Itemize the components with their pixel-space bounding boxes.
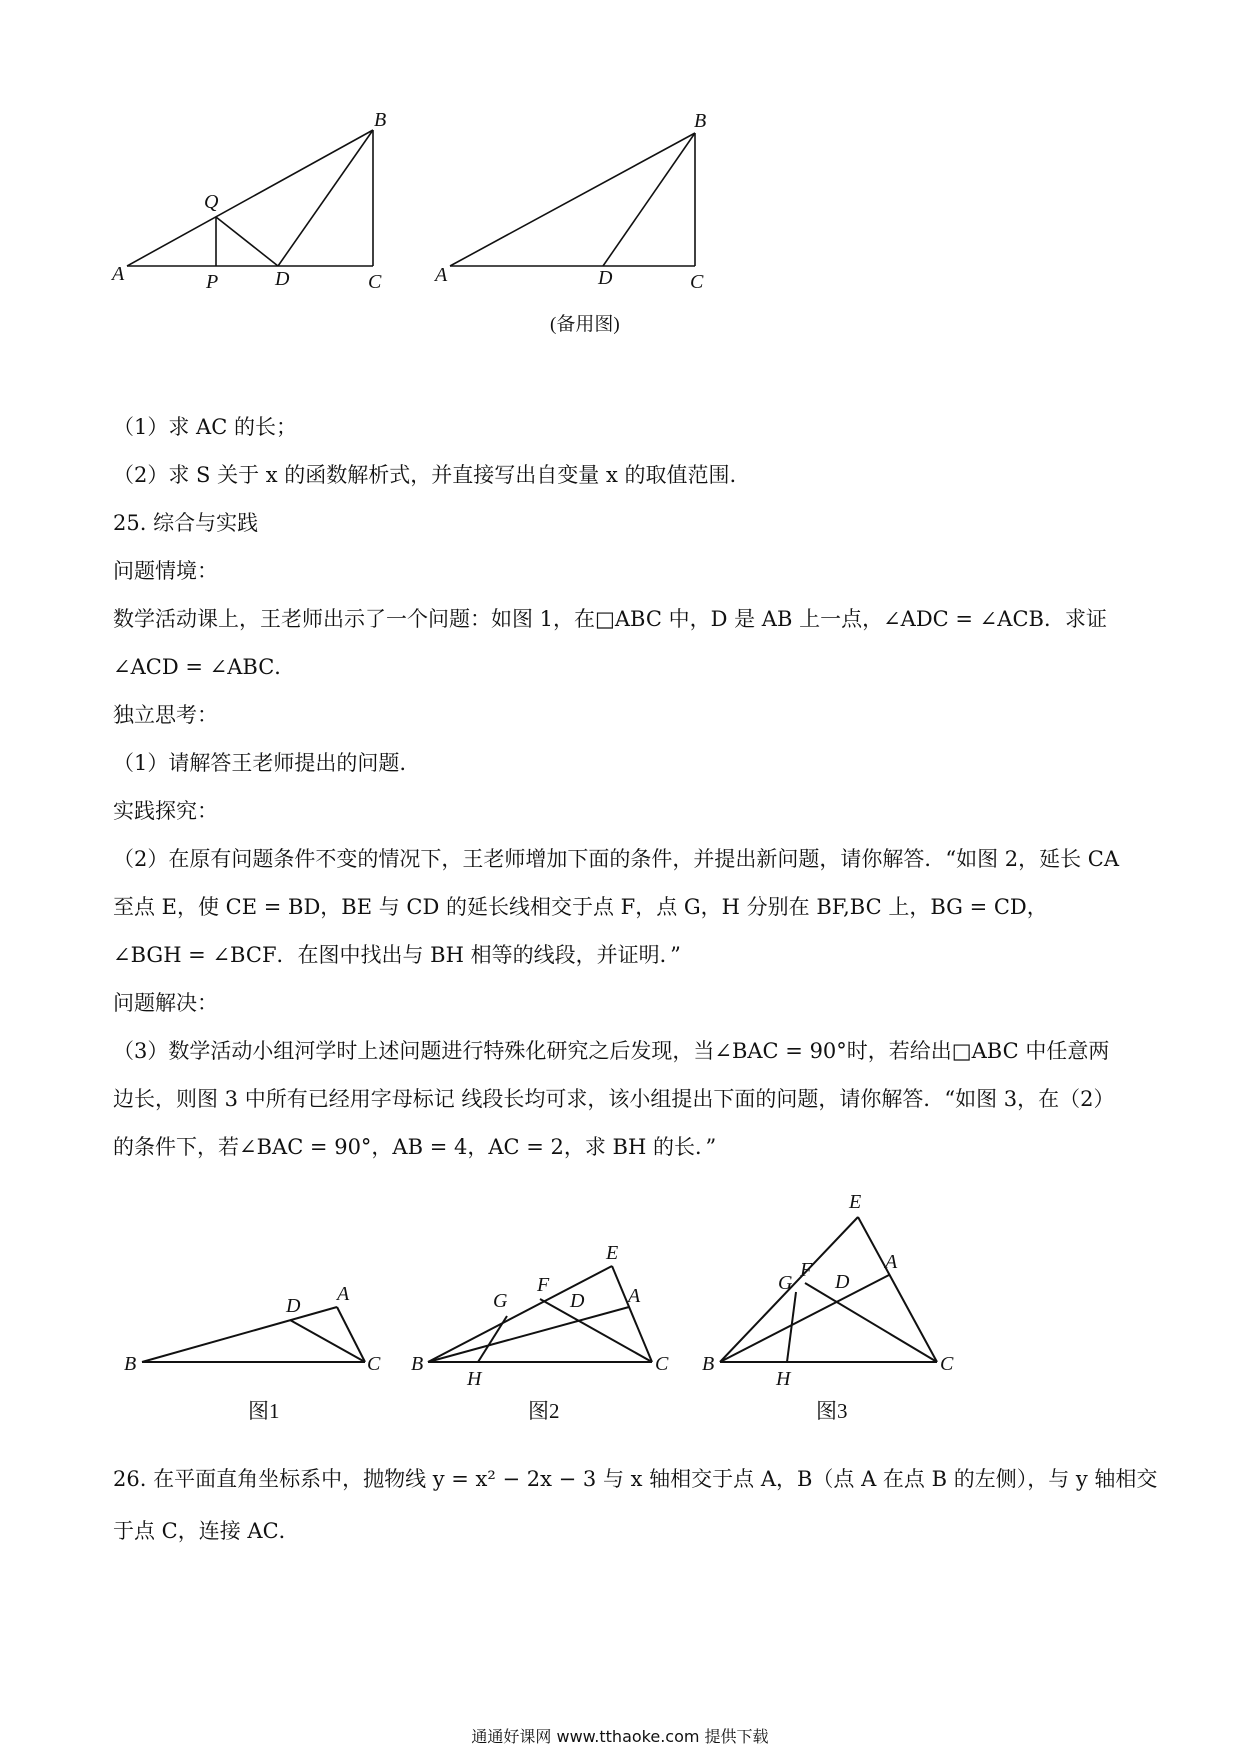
segment-gh bbox=[478, 1316, 507, 1362]
segment-ab bbox=[450, 133, 695, 266]
label-b: B bbox=[374, 109, 387, 131]
label-d: D bbox=[835, 1271, 850, 1293]
text-line: 25. 综合与实践 bbox=[113, 511, 259, 535]
segment-cf bbox=[805, 1283, 937, 1362]
segment-ba bbox=[428, 1307, 629, 1362]
segment-cf bbox=[540, 1299, 652, 1362]
label-f: F bbox=[800, 1259, 813, 1281]
figure-caption-backup: (备用图) bbox=[550, 314, 620, 335]
segment-be bbox=[428, 1266, 612, 1362]
figure-b bbox=[450, 133, 695, 266]
label-d: D bbox=[286, 1295, 301, 1317]
label-b: B bbox=[124, 1353, 137, 1375]
segment-qd bbox=[216, 217, 278, 266]
text-line: 至点 E，使 CE = BD，BE 与 CD 的延长线相交于点 F，点 G，H 分别在 BF,BC 上，BG = CD， bbox=[113, 895, 1048, 919]
label-a: A bbox=[885, 1251, 898, 1273]
problem-26-line: 于点 C，连接 AC． bbox=[113, 1519, 300, 1543]
text-line: 独立思考： bbox=[113, 703, 218, 727]
segment-ec bbox=[858, 1217, 937, 1362]
segment-bd bbox=[278, 130, 373, 266]
label-f: F bbox=[537, 1274, 550, 1296]
label-b: B bbox=[702, 1353, 715, 1375]
segment-bd bbox=[603, 133, 695, 266]
text-line: ∠BGH = ∠BCF．在图中找出与 BH 相等的线段，并证明．” bbox=[113, 943, 681, 967]
label-c: C bbox=[368, 271, 382, 293]
label-c: C bbox=[690, 271, 704, 293]
segment-ec bbox=[612, 1266, 652, 1362]
text-line: 数学活动课上，王老师出示了一个问题：如图 1，在□ABC 中，D 是 AB 上一点，∠ADC = ∠ACB．求证 bbox=[113, 607, 1107, 631]
text-line: （2）在原有问题条件不变的情况下，王老师增加下面的条件，并提出新问题，请你解答．“如图 2，延长 CA bbox=[113, 847, 1120, 871]
text-line: 边长，则图 3 中所有已经用字母标记 线段长均可求，该小组提出下面的问题，请你解答．“如图 3，在（2） bbox=[113, 1087, 1115, 1111]
text-line: ∠ACD = ∠ABC． bbox=[113, 655, 296, 679]
text-line: （1）请解答王老师提出的问题. bbox=[113, 751, 407, 775]
top-figures bbox=[0, 0, 1240, 360]
label-h: H bbox=[467, 1368, 482, 1390]
text-line: 的条件下，若∠BAC = 90°，AB = 4，AC = 2，求 BH 的长．” bbox=[113, 1135, 717, 1159]
text-line: （1）求 AC 的长； bbox=[113, 415, 297, 439]
text-line: 问题解决： bbox=[113, 991, 218, 1015]
label-b: B bbox=[694, 110, 707, 132]
figure-caption-3: 图3 bbox=[816, 1399, 848, 1423]
label-q: Q bbox=[204, 191, 219, 213]
text-line: （3）数学活动小组河学时上述问题进行特殊化研究之后发现，当∠BAC = 90°时，若给出□ABC 中任意两 bbox=[113, 1039, 1110, 1063]
figure-caption-2: 图2 bbox=[528, 1399, 560, 1423]
text-line: （2）求 S 关于 x 的函数解析式，并直接写出自变量 x 的取值范围. bbox=[113, 463, 737, 487]
label-a: A bbox=[628, 1285, 641, 1307]
segment-ab bbox=[127, 130, 373, 266]
label-d: D bbox=[570, 1290, 585, 1312]
bottom-figures bbox=[0, 1180, 1240, 1440]
label-c: C bbox=[367, 1353, 381, 1375]
text-line: 实践探究： bbox=[113, 799, 218, 823]
figure-a bbox=[127, 130, 373, 266]
label-g: G bbox=[778, 1272, 793, 1294]
label-e: E bbox=[849, 1191, 862, 1213]
problem-26-line: 26. 在平面直角坐标系中，抛物线 y = x² − 2x − 3 与 x 轴相交于点 A，B（点 A 在点 B 的左侧），与 y 轴相交 bbox=[113, 1467, 1158, 1491]
label-p: P bbox=[206, 271, 219, 293]
segment-ba bbox=[142, 1307, 337, 1362]
label-g: G bbox=[493, 1290, 508, 1312]
label-d: D bbox=[598, 267, 613, 289]
figure-3 bbox=[720, 1217, 937, 1362]
label-c: C bbox=[940, 1353, 954, 1375]
label-a: A bbox=[112, 263, 125, 285]
label-b: B bbox=[411, 1353, 424, 1375]
page-footer: 通通好课网 www.tthaoke.com 提供下载 bbox=[471, 1727, 769, 1746]
figure-caption-1: 图1 bbox=[248, 1399, 280, 1423]
label-a: A bbox=[435, 264, 448, 286]
label-e: E bbox=[606, 1242, 619, 1264]
label-h: H bbox=[776, 1368, 791, 1390]
label-d: D bbox=[275, 268, 290, 290]
label-c: C bbox=[655, 1353, 669, 1375]
text-line: 问题情境： bbox=[113, 559, 218, 583]
figure-1 bbox=[142, 1307, 365, 1362]
label-a: A bbox=[337, 1283, 350, 1305]
